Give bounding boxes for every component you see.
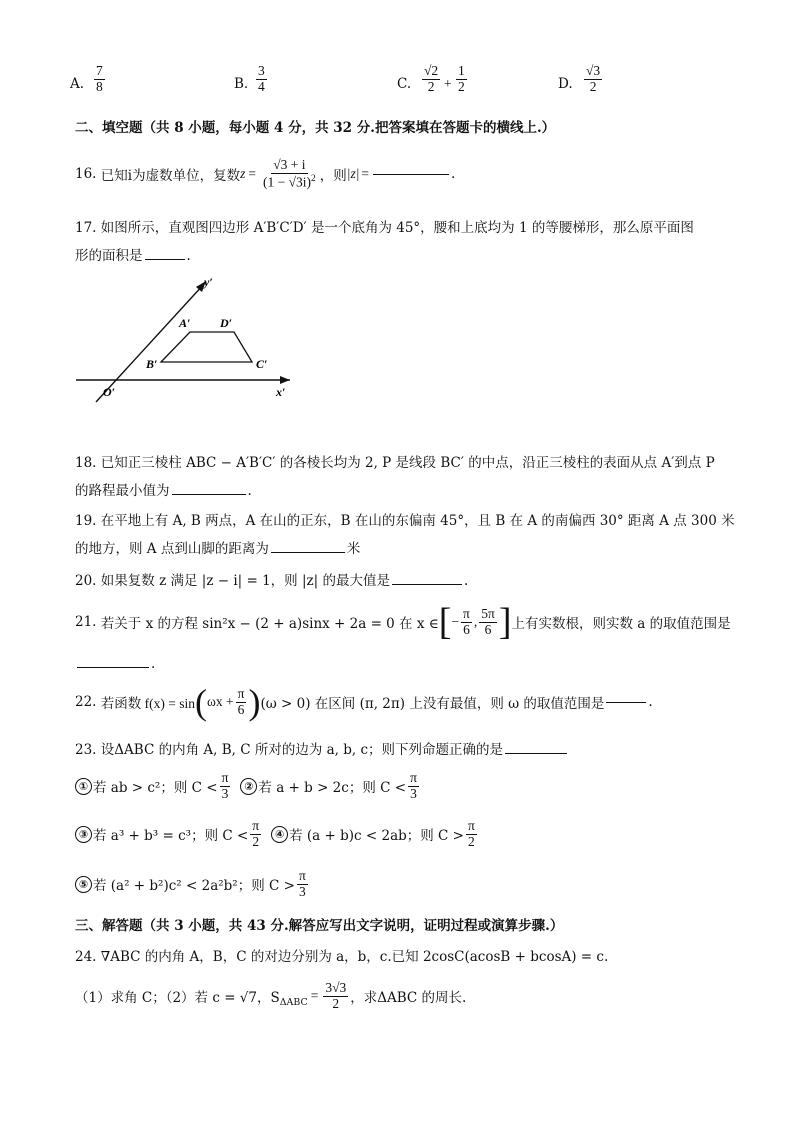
q16-then: ，则: [319, 168, 347, 184]
comma: ,: [473, 614, 478, 629]
proposition-5: 若 (a² + b²)c² < 2a²b²；则 C >: [93, 878, 295, 894]
q17-text-2: 形的面积是: [75, 248, 143, 264]
fraction-numerator: π: [463, 605, 470, 621]
fraction-numerator: π: [252, 817, 260, 833]
q22-inner: ωx +: [207, 694, 234, 709]
q22-tail: (ω > 0) 在区间 (π, 2π) 上没有最值，则 ω 的取值范围是: [260, 696, 605, 712]
question-18-line-2: [75, 479, 252, 499]
circled-1: ①: [75, 778, 92, 795]
section-3-heading: 三、解答题（共 3 小题，共 43 分.解答应写出文字说明，证明过程或演算步骤.）: [75, 918, 564, 934]
x-axis-arrow: [280, 376, 290, 384]
fraction-numerator: 3√3: [325, 979, 347, 995]
question-17-line-1: [75, 216, 694, 236]
fraction-denominator: 3: [221, 785, 229, 801]
question-number: 23.: [75, 742, 97, 758]
proposition-3-fraction: [250, 819, 261, 850]
period: .: [247, 483, 252, 499]
option-c-label: C.: [397, 76, 412, 92]
option-a-label: A.: [70, 76, 85, 92]
answer-blank: [172, 494, 246, 495]
q18-text-2: 的路程最小值为: [75, 483, 170, 499]
circled-2: ②: [240, 778, 257, 795]
q23-propositions-row-1: [75, 766, 421, 806]
answer-blank: [606, 702, 646, 703]
question-17-line-2: [75, 244, 191, 264]
fraction-numerator: 3: [258, 63, 265, 78]
q21-fraction-2: [479, 607, 497, 638]
answer-blank: [77, 667, 149, 668]
question-19-line-1: [75, 509, 735, 529]
fraction-numerator: 5π: [481, 605, 495, 621]
answer-blank: [373, 174, 449, 175]
option-c-fraction-1: [422, 64, 440, 95]
question-number: 21.: [75, 614, 97, 630]
period: .: [451, 166, 456, 182]
q16-fraction: [261, 158, 318, 190]
q22-fraction: [236, 687, 247, 718]
minus-sign: −: [451, 614, 460, 629]
q24-fraction: [323, 981, 348, 1012]
q21-lead: 若关于 x 的方程 sin²x − (2 + a)sinx + 2a = 0 在 x ∈: [100, 616, 439, 632]
option-d-fraction: [584, 64, 602, 95]
fraction-denominator: 2: [458, 78, 465, 94]
abs-z: |z|: [346, 166, 360, 181]
fraction-denominator: 2: [468, 833, 475, 849]
question-23: [75, 738, 569, 758]
option-b-label: B.: [234, 76, 249, 92]
q22-lead: 若函数 f(x) = sin: [100, 696, 196, 711]
equals-sign: =: [361, 166, 370, 181]
fraction-denominator: 6: [463, 621, 470, 637]
section-2-heading: 二、填空题（共 8 小题，每小题 4 分，共 32 分.把答案填在答题卡的横线上.）: [75, 120, 556, 136]
fraction-denominator: 4: [258, 78, 265, 94]
period: .: [648, 694, 653, 710]
q23-text: 设ΔABC 的内角 A, B, C 所对的边为 a, b, c；则下列命题正确的是: [100, 742, 504, 758]
fraction-numerator: √3: [586, 63, 601, 78]
circled-5: ⑤: [75, 876, 92, 893]
question-22: [75, 678, 653, 726]
answer-blank: [392, 584, 462, 585]
option-c-fraction-2: [456, 64, 467, 95]
q21-tail: 上有实数根，则实数 a 的取值范围是: [511, 616, 731, 632]
denominator-base: (1 − √3i): [263, 174, 312, 190]
fraction-denominator: 6: [484, 621, 492, 637]
answer-blank: [271, 552, 345, 553]
proposition-5-fraction: [297, 869, 308, 900]
x-axis-label: x′: [276, 385, 286, 399]
vertex-c-label: C′: [256, 357, 268, 371]
unit-meters: 米: [346, 541, 361, 557]
proposition-1-fraction: [220, 771, 231, 802]
fraction-numerator: 7: [96, 63, 103, 78]
equals-sign: =: [248, 166, 256, 181]
question-24-line-2: [75, 972, 466, 1020]
fraction-denominator: 3: [298, 883, 306, 899]
fraction-denominator: 3: [410, 785, 417, 801]
period: .: [463, 573, 469, 589]
question-number: 22.: [75, 694, 97, 710]
q24-text-2a: （1）求角 C；（2）若 c = √7，S: [75, 990, 280, 1006]
fraction-numerator: π: [468, 817, 475, 833]
q19-text: 在平地上有 A, B 两点，A 在山的正东，B 在山的东偏南 45°，且 B 在 A 的南偏西 30° 距离 A 点 300 米: [100, 513, 735, 529]
question-24-line-1: [75, 945, 608, 965]
circled-4: ④: [271, 826, 288, 843]
q18-text: 已知正三棱柱 ABC − A′B′C′ 的各棱长均为 2, P 是线段 BC′ 的中点，沿正三棱柱的表面从点 A′到点 P: [100, 455, 715, 471]
question-21: [75, 598, 731, 646]
fraction-numerator: √3 + i: [273, 156, 306, 172]
circled-3: ③: [75, 826, 92, 843]
var-z: z: [240, 166, 246, 181]
question-number: 17.: [75, 220, 97, 236]
answer-blank: [505, 753, 567, 754]
fraction-denominator: 6: [237, 701, 245, 717]
equals-sign: =: [310, 988, 319, 1003]
answer-blank: [145, 259, 185, 260]
question-number: 19.: [75, 513, 97, 529]
question-16: [75, 148, 455, 200]
q19-text-2: 的地方，则 A 点到山脚的距离为: [75, 541, 269, 557]
proposition-2-fraction: [408, 771, 419, 802]
question-number: 24.: [75, 949, 97, 965]
origin-label: O′: [103, 385, 116, 399]
proposition-4: 若 (a + b)c < 2ab；则 C >: [289, 828, 464, 844]
question-number: 18.: [75, 455, 97, 471]
q17-text: 如图所示，直观图四边形 A′B′C′D′ 是一个底角为 45°，腰和上底均为 1 的等腰梯形，那么原平面图: [100, 220, 694, 236]
option-d-label: D.: [558, 76, 573, 92]
vertex-b-label: B′: [146, 357, 158, 371]
y-axis-label: y′: [204, 275, 213, 289]
proposition-1: 若 ab > c²；则 C <: [93, 780, 218, 796]
question-number: 16.: [75, 166, 97, 182]
question-19-line-2: [75, 537, 360, 557]
question-20: [75, 569, 468, 589]
option-b-fraction: [256, 64, 267, 95]
q21-fraction-1: [461, 607, 472, 638]
question-number: 20.: [75, 573, 97, 589]
proposition-2: 若 a + b > 2c；则 C <: [258, 780, 407, 796]
proposition-4-fraction: [466, 819, 477, 850]
fraction-denominator: 2: [589, 78, 597, 94]
proposition-3: 若 a³ + b³ = c³；则 C <: [93, 828, 249, 844]
right-paren: ): [248, 682, 261, 722]
fraction-numerator: π: [410, 769, 417, 785]
exponent: 2: [311, 173, 316, 184]
left-bracket: [: [438, 601, 452, 643]
q23-propositions-row-3: [75, 864, 310, 904]
q24-text-2b: ，求ΔABC 的周长.: [350, 990, 467, 1006]
right-bracket: ]: [498, 601, 512, 643]
q24-text: ∇ABC 的内角 A，B，C 的对边分别为 a，b，c.已知 2cosC(acosB + bcosA) = c.: [100, 949, 609, 965]
q20-text: 如果复数 z 满足 |z − i| = 1，则 |z| 的最大值是: [100, 573, 390, 589]
question-21-line-2: [75, 656, 155, 672]
fraction-numerator: π: [221, 769, 229, 785]
fraction-numerator: √2: [424, 63, 439, 78]
plus-sign: +: [444, 76, 452, 91]
left-paren: (: [195, 682, 208, 722]
trapezoid-figure: [70, 270, 300, 406]
fraction-denominator: 8: [96, 78, 103, 94]
fraction-denominator: 2: [332, 995, 340, 1011]
trapezoid: [161, 332, 252, 362]
period: .: [151, 656, 156, 672]
period: .: [186, 248, 191, 264]
vertex-a-label: A′: [179, 316, 191, 330]
fraction-numerator: 1: [458, 63, 465, 78]
fraction-numerator: π: [237, 685, 245, 701]
option-a-fraction: [94, 64, 105, 95]
fraction-denominator: 2: [427, 78, 435, 94]
fraction-denominator: 2: [252, 833, 260, 849]
vertex-d-label: D′: [220, 316, 233, 330]
area-subscript: ΔABC: [279, 997, 308, 1008]
fraction-denominator: [261, 174, 318, 190]
fraction-numerator: π: [298, 867, 306, 883]
q23-propositions-row-2: [75, 814, 479, 854]
q16-lead: 已知i为虚数单位，复数: [100, 168, 241, 184]
question-18-line-1: [75, 451, 715, 471]
